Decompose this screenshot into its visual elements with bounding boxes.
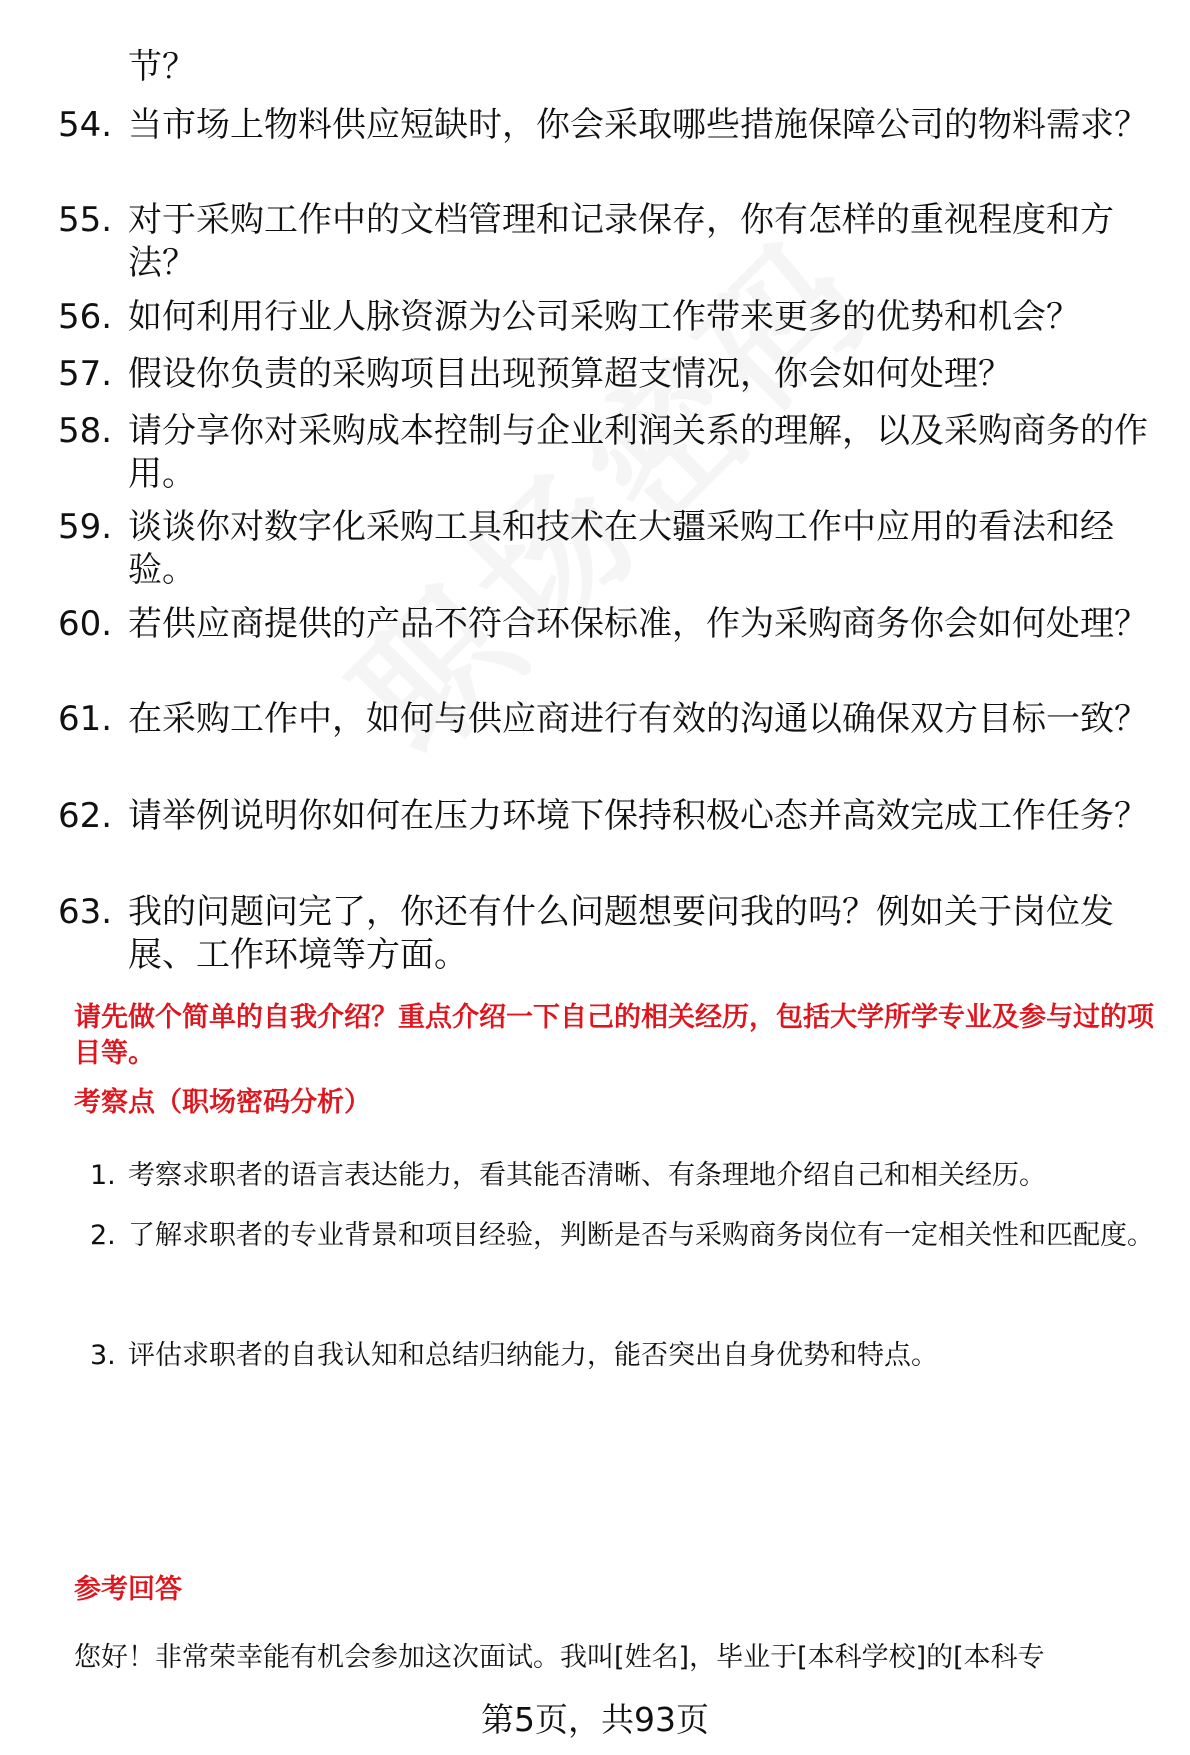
reference-title: 参考回答 xyxy=(74,1574,182,1605)
question-item xyxy=(58,603,1148,646)
question-text: 若供应商提供的产品不符合环保标准，作为采购商务你会如何处理？ xyxy=(128,604,1148,644)
question-number: 57. xyxy=(58,354,113,394)
question-item xyxy=(58,199,1148,285)
analysis-item xyxy=(90,1146,1160,1206)
question-text: 假设你负责的采购项目出现预算超支情况，你会如何处理？ xyxy=(128,354,1012,394)
question-item xyxy=(58,296,1148,339)
question-text: 谈谈你对数字化采购工具和技术在大疆采购工作中应用的看法和经验。 xyxy=(128,507,1114,590)
question-number: 61. xyxy=(58,699,113,739)
question-number: 54. xyxy=(58,105,113,145)
reference-answer-text: 您好！非常荣幸能有机会参加这次面试。我叫[姓名]，毕业于[本科学校]的[本科专 xyxy=(74,1642,1045,1673)
question-item xyxy=(58,506,1148,592)
question-text: 我的问题问完了，你还有什么问题想要问我的吗？例如关于岗位发展、工作环境等方面。 xyxy=(128,892,1114,975)
question-number: 59. xyxy=(58,507,113,547)
analysis-text: 了解求职者的专业背景和项目经验，判断是否与采购商务岗位有一定相关性和匹配度。 xyxy=(128,1220,1154,1251)
analysis-item xyxy=(90,1326,1160,1386)
question-text: 当市场上物料供应短缺时，你会采取哪些措施保障公司的物料需求？ xyxy=(128,105,1148,145)
question-item xyxy=(58,46,1148,89)
question-number: 62. xyxy=(58,796,113,836)
analysis-text: 评估求职者的自我认知和总结归纳能力，能否突出自身优势和特点。 xyxy=(128,1340,938,1371)
question-item xyxy=(58,795,1148,838)
question-item xyxy=(58,891,1148,977)
question-number: 55. xyxy=(58,200,113,240)
question-item xyxy=(58,410,1148,496)
question-text: 在采购工作中，如何与供应商进行有效的沟通以确保双方目标一致？ xyxy=(128,699,1148,739)
analysis-number: 1. xyxy=(90,1160,116,1191)
analysis-item xyxy=(90,1206,1160,1266)
question-number: 56. xyxy=(58,297,113,337)
question-item xyxy=(58,698,1148,741)
analysis-text: 考察求职者的语言表达能力，看其能否清晰、有条理地介绍自己和相关经历。 xyxy=(128,1160,1046,1191)
section-question: 请先做个简单的自我介绍？重点介绍一下自己的相关经历，包括大学所学专业及参与过的项目等。 xyxy=(74,1002,1154,1069)
question-text: 如何利用行业人脉资源为公司采购工作带来更多的优势和机会？ xyxy=(128,297,1080,337)
question-text: 对于采购工作中的文档管理和记录保存，你有怎样的重视程度和方法？ xyxy=(128,200,1114,283)
analysis-number: 2. xyxy=(90,1220,116,1251)
analysis-title: 考察点（职场密码分析） xyxy=(74,1087,371,1118)
question-item xyxy=(58,104,1148,147)
question-text: 请分享你对采购成本控制与企业利润关系的理解，以及采购商务的作用。 xyxy=(128,411,1148,494)
question-number: 60. xyxy=(58,604,113,644)
question-item xyxy=(58,353,1148,396)
analysis-number: 3. xyxy=(90,1340,116,1371)
question-number: 58. xyxy=(58,411,113,451)
question-number: 63. xyxy=(58,892,113,932)
page-footer: 第5页，共93页 xyxy=(481,1700,709,1739)
question-text: 请举例说明你如何在压力环境下保持积极心态并高效完成工作任务？ xyxy=(128,796,1148,836)
question-text: 节？ xyxy=(128,47,196,87)
